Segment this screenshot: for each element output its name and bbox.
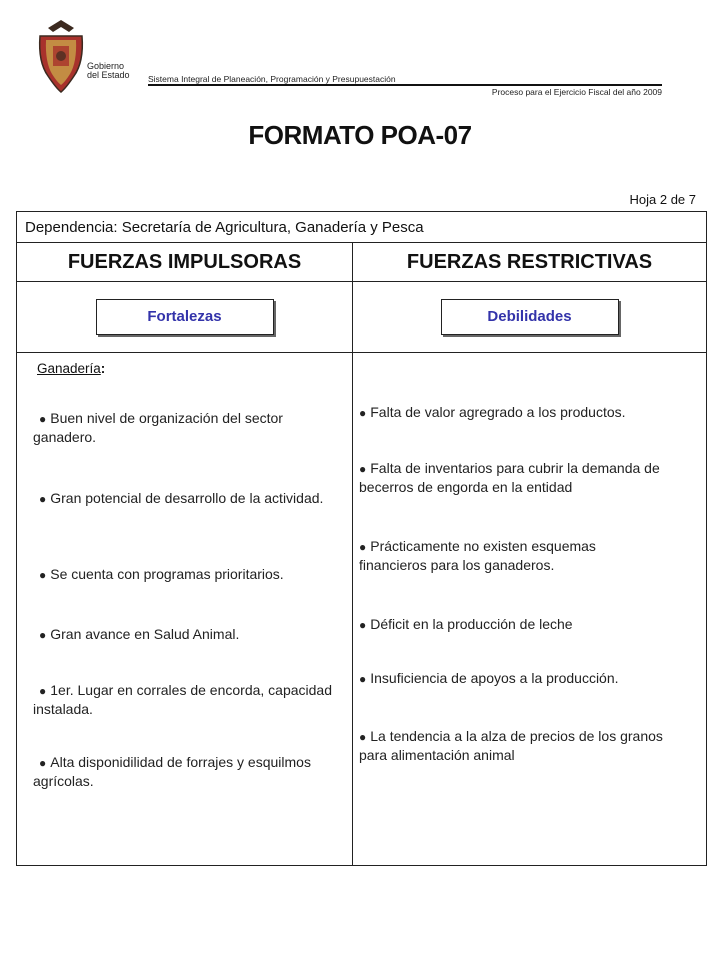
strength-item: ● Gran potencial de desarrollo de la actividad. <box>39 490 324 506</box>
weaknesses-cell <box>353 353 707 866</box>
strengths-subheader: Fortalezas <box>96 299 274 335</box>
strengths-subheader-cell <box>17 282 353 353</box>
weakness-item: ● Falta de inventarios para cubrir la demanda de becerros de engorda en la entidad <box>359 460 660 495</box>
state-seal-logo <box>34 18 88 96</box>
weakness-item: ● Prácticamente no existen esquemas financieros para los ganaderos. <box>359 538 596 573</box>
weaknesses-subheader-cell <box>353 282 707 353</box>
system-title: Sistema Integral de Planeación, Programación y Presupuestación <box>148 74 396 84</box>
strengths-cell <box>17 353 353 866</box>
process-label: Proceso para el Ejercicio Fiscal del año 2009 <box>491 87 662 97</box>
weakness-item: ● Déficit en la producción de leche <box>359 616 573 632</box>
strength-item: ● 1er. Lugar en corrales de encorda, capacidad instalada. <box>33 682 332 717</box>
weakness-item: ● La tendencia a la alza de precios de los granos para alimentación animal <box>359 728 663 763</box>
strength-item: ● Alta disponidilidad de forrajes y esquilmos agrícolas. <box>33 754 311 789</box>
strength-item: ● Se cuenta con programas prioritarios. <box>39 566 284 582</box>
page-title: FORMATO POA-07 <box>248 120 472 150</box>
weakness-item: ● Falta de valor agregrado a los productos. <box>359 404 626 420</box>
sheet-number: Hoja 2 de 7 <box>629 192 696 207</box>
weaknesses-subheader: Debilidades <box>441 299 619 335</box>
driving-forces-header: FUERZAS IMPULSORAS <box>17 243 353 282</box>
restrictive-forces-header: FUERZAS RESTRICTIVAS <box>353 243 707 282</box>
strength-item: ● Buen nivel de organización del sector ganadero. <box>33 410 283 445</box>
strength-item: ● Gran avance en Salud Animal. <box>39 626 240 642</box>
header-divider <box>148 84 662 86</box>
section-label: Ganadería: <box>37 361 106 376</box>
weakness-item: ● Insuficiencia de apoyos a la producción. <box>359 670 619 686</box>
government-label: Gobierno del Estado <box>87 61 130 80</box>
dependency-cell: Dependencia: Secretaría de Agricultura, Ganadería y Pesca <box>17 212 707 243</box>
poa-table <box>16 211 707 866</box>
